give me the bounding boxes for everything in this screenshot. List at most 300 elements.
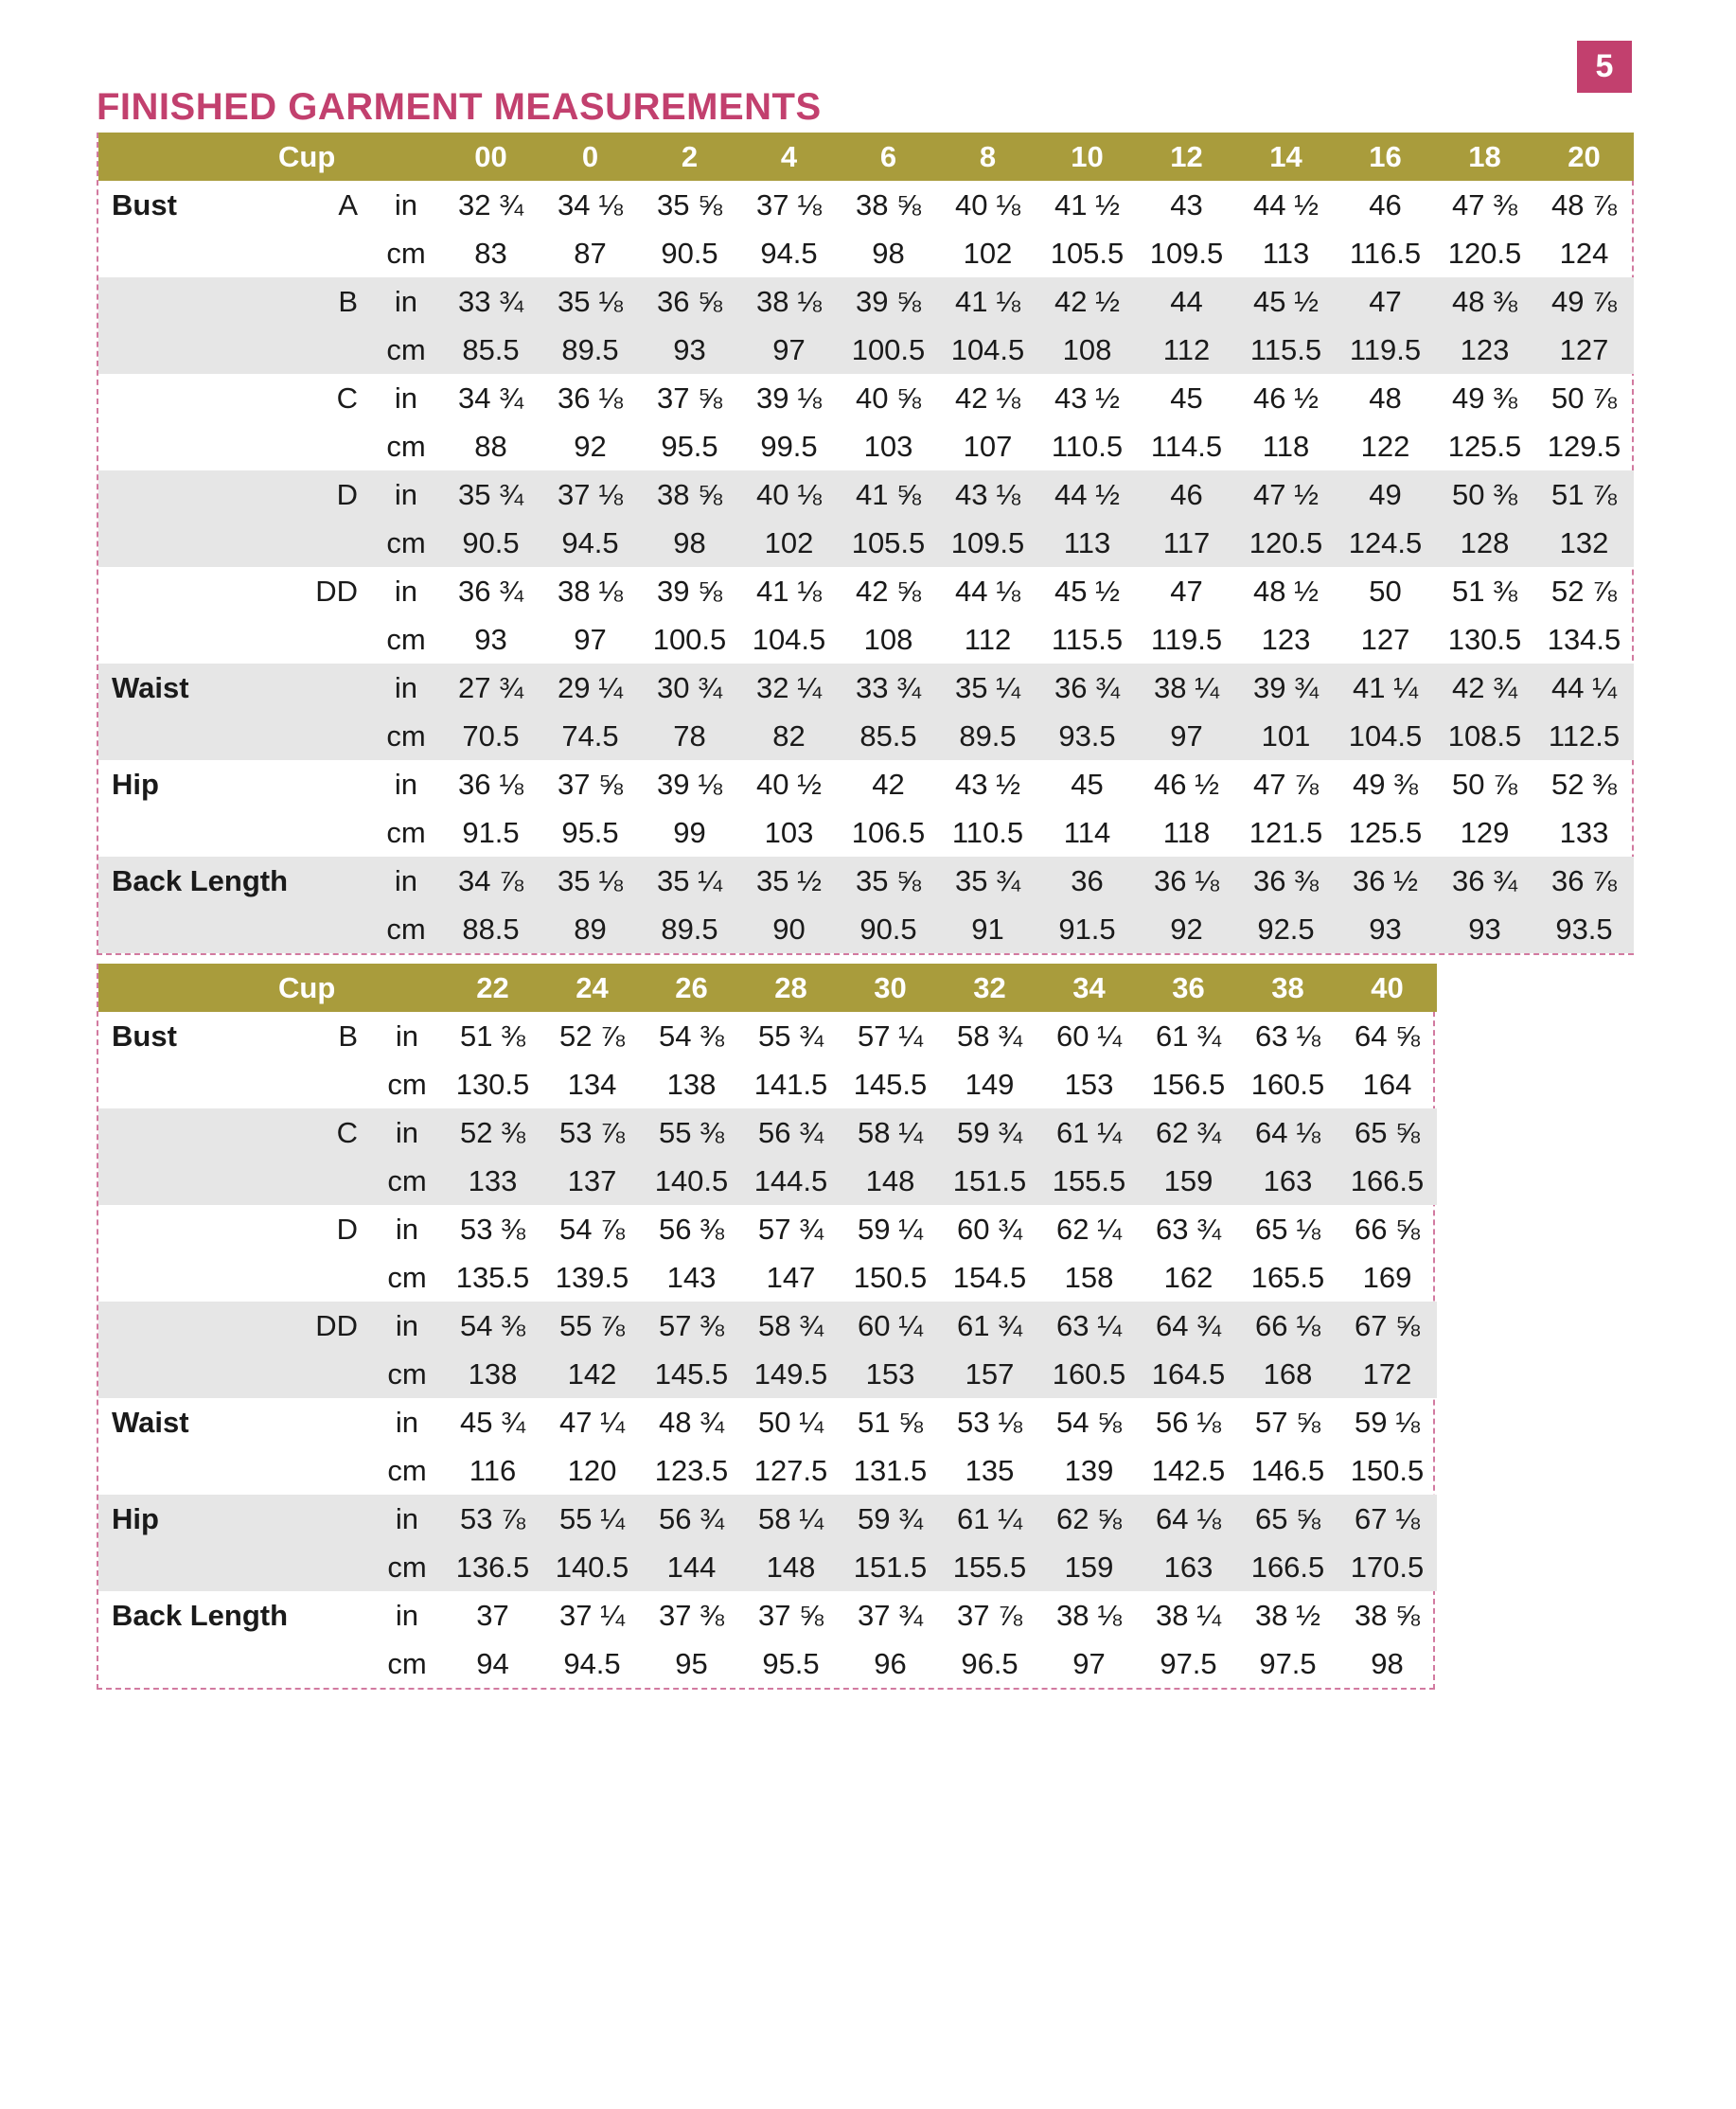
measurement-value: 36 ⅛ [1137,857,1236,905]
measurement-value: 104.5 [752,622,826,656]
measurement-value: 164 [1362,1067,1412,1101]
measurement-value: 38 ⅝ [1355,1598,1420,1632]
measurement-value: 127 [1534,326,1634,374]
measurement-value: 37 ¼ [559,1598,625,1632]
cup-size: B [278,277,371,326]
measurement-value: 36 ⅛ [558,381,623,415]
table-row [98,181,1634,229]
measurement-label [98,1639,278,1688]
measurement-value: 37 ⅝ [657,381,722,415]
measurement-value: 159 [1139,1157,1238,1205]
measurement-value: 56 ⅛ [1156,1405,1221,1439]
measurement-value: 38 ⅛ [739,277,839,326]
measurement-value: 112.5 [1534,712,1634,760]
measurement-value: 162 [1163,1260,1213,1294]
measurement-value: 95.5 [661,429,718,463]
table-row [98,615,1634,664]
table-row [98,1302,1437,1350]
measurement-value: 89.5 [640,905,739,953]
measurement-value: 89.5 [540,326,640,374]
measurement-value: 145.5 [853,1067,928,1101]
measurement-value: 164.5 [1139,1350,1238,1398]
measurement-value: 154.5 [952,1260,1027,1294]
measurement-value: 37 ⅜ [659,1598,724,1632]
measurement-value: 124 [1559,236,1609,270]
measurement-value: 96 [874,1646,907,1680]
measurement-value: 36 ¾ [458,574,523,608]
cup-size [278,664,371,712]
measurement-value: 43 ½ [955,767,1020,801]
measurement-value: 63 ¾ [1156,1212,1221,1246]
measurement-value: 36 ½ [1336,857,1435,905]
table-row [98,277,1634,326]
size-header: 18 [1435,133,1534,181]
measurement-value: 46 [1137,470,1236,519]
measurement-value: 140.5 [542,1543,642,1591]
measurement-value: 46 ½ [1253,381,1319,415]
measurement-value: 48 ½ [1253,574,1319,608]
size-header: 32 [940,964,1039,1012]
cup-size [278,1060,371,1108]
measurement-label [98,1350,278,1398]
table-row [98,1253,1437,1302]
table-1 [98,133,1634,953]
measurement-value: 47 [1170,574,1203,608]
table-row [98,808,1634,857]
measurement-value: 39 ⅝ [839,277,938,326]
measurement-value: 66 ⅛ [1238,1302,1337,1350]
table-row [98,905,1634,953]
measurement-value: 149.5 [741,1350,841,1398]
cup-size: D [336,1212,358,1246]
measurement-value: 39 ⅛ [756,381,822,415]
measurement-value: 97.5 [1160,1646,1217,1680]
measurement-value: 94.5 [563,1646,621,1680]
measurement-value: 40 ⅛ [739,470,839,519]
unit-label: in [371,664,441,712]
measurement-value: 122 [1360,429,1410,463]
size-header: 16 [1336,133,1435,181]
cup-size [278,1350,371,1398]
unit-label: cm [371,1543,443,1591]
measurement-label [98,229,278,277]
unit-label: in [395,1019,419,1053]
size-header: 28 [741,964,841,1012]
table-row [98,1495,1437,1543]
measurement-value: 123.5 [654,1453,729,1487]
measurement-value: 64 ⅛ [1238,1108,1337,1157]
measurement-value: 125.5 [1348,815,1423,849]
measurement-value: 147 [766,1260,816,1294]
measurement-value: 36 ⅝ [640,277,739,326]
measurement-value: 35 ¾ [441,470,540,519]
measurement-value: 110.5 [951,815,1024,849]
cup-size [278,1639,371,1688]
measurement-value: 138 [443,1350,542,1398]
measurement-value: 115.5 [1236,326,1336,374]
measurement-value: 124.5 [1336,519,1435,567]
table-row [98,1060,1437,1108]
measurement-value: 47 ½ [1236,470,1336,519]
measurement-label: Waist [98,664,278,712]
measurement-value: 87 [574,236,607,270]
cup-size [278,808,371,857]
measurement-value: 97.5 [1259,1646,1317,1680]
measurement-value: 48 [1369,381,1402,415]
table-row [98,374,1634,422]
measurement-value: 94.5 [540,519,640,567]
cup-size [278,712,371,760]
unit-label: in [394,767,418,801]
table-row [98,229,1634,277]
measurement-label [98,1446,278,1495]
measurement-value: 90.5 [839,905,938,953]
measurement-value: 41 ⅝ [839,470,938,519]
measurement-value: 42 ⅛ [955,381,1020,415]
measurement-value: 36 ⅞ [1534,857,1634,905]
measurement-value: 46 ½ [1154,767,1219,801]
measurement-value: 133 [1559,815,1609,849]
measurement-value: 38 ¼ [1156,1598,1221,1632]
measurement-value: 166.5 [1337,1157,1437,1205]
measurement-value: 120.5 [1236,519,1336,567]
measurement-value: 93 [474,622,507,656]
size-header: 00 [441,133,540,181]
table-row [98,712,1634,760]
measurement-value: 44 ¼ [1534,664,1634,712]
measurement-value: 35 ⅛ [540,857,640,905]
cup-size [278,615,371,664]
measurement-value: 93.5 [1037,712,1137,760]
measurement-value: 58 ¼ [841,1108,940,1157]
measurement-value: 36 ¾ [1037,664,1137,712]
measurement-value: 108 [1037,326,1137,374]
measurement-value: 41 ⅛ [756,574,822,608]
measurement-value: 52 ⅞ [559,1019,625,1053]
measurement-value: 112 [964,622,1012,656]
measurement-value: 47 ⅜ [1452,187,1517,222]
measurement-value: 116.5 [1349,236,1422,270]
measurement-value: 132 [1534,519,1634,567]
measurement-value: 35 ¼ [938,664,1037,712]
measurement-label: Hip [98,1495,278,1543]
measurement-value: 51 ⅜ [460,1019,525,1053]
measurement-value: 63 ¼ [1039,1302,1139,1350]
measurement-value: 128 [1435,519,1534,567]
table-row [98,1012,1437,1060]
measurement-label [98,1543,278,1591]
measurement-label [98,374,278,422]
measurement-value: 57 ⅝ [1255,1405,1320,1439]
measurement-value: 91.5 [1037,905,1137,953]
unit-label: cm [371,1157,443,1205]
measurement-label: Bust [112,1019,177,1053]
measurement-value: 145.5 [642,1350,741,1398]
measurement-value: 48 ⅜ [1435,277,1534,326]
unit-label: in [371,1302,443,1350]
measurement-value: 93 [640,326,739,374]
measurement-value: 136.5 [443,1543,542,1591]
measurement-value: 59 ¾ [940,1108,1039,1157]
cup-size: C [336,381,358,415]
measurement-value: 42 ⅝ [856,574,921,608]
measurement-value: 42 [872,767,905,801]
unit-label: cm [387,1453,427,1487]
measurement-value: 35 ⅛ [540,277,640,326]
measurement-value: 67 ⅝ [1337,1302,1437,1350]
measurement-value: 37 ⅞ [957,1598,1022,1632]
measurement-value: 45 ½ [1236,277,1336,326]
measurement-value: 47 ¼ [559,1405,625,1439]
measurement-value: 91.5 [462,815,520,849]
measurement-label [98,1060,278,1108]
measurement-value: 54 ⅞ [559,1212,625,1246]
measurement-value: 35 ¼ [640,857,739,905]
measurement-value: 168 [1238,1350,1337,1398]
measurement-value: 67 ⅛ [1337,1495,1437,1543]
measurement-value: 49 ⅞ [1534,277,1634,326]
measurement-value: 91 [938,905,1037,953]
cup-size [278,326,371,374]
cup-size [278,760,371,808]
measurement-value: 38 ½ [1255,1598,1320,1632]
size-header: 20 [1534,133,1634,181]
measurement-value: 163 [1139,1543,1238,1591]
measurement-value: 160.5 [1250,1067,1325,1101]
measurement-value: 170.5 [1337,1543,1437,1591]
measurement-value: 85.5 [839,712,938,760]
measurement-value: 90.5 [441,519,540,567]
size-header: 6 [839,133,938,181]
measurement-value: 105.5 [839,519,938,567]
measurement-value: 27 ¾ [441,664,540,712]
measurement-value: 56 ⅜ [659,1212,724,1246]
size-header: 2 [640,133,739,181]
measurement-value: 38 ¼ [1137,664,1236,712]
measurement-value: 88.5 [441,905,540,953]
measurement-value: 97 [574,622,607,656]
measurement-value: 37 ⅛ [540,470,640,519]
measurement-value: 155.5 [1039,1157,1139,1205]
measurement-value: 105.5 [1050,236,1125,270]
measurement-value: 139.5 [555,1260,629,1294]
table-row [98,470,1634,519]
measurement-value: 85.5 [441,326,540,374]
measurement-value: 34 ⅞ [441,857,540,905]
measurement-value: 32 ¾ [458,187,523,222]
measurement-value: 38 ⅝ [856,187,921,222]
measurement-value: 150.5 [853,1260,928,1294]
measurement-value: 144 [642,1543,741,1591]
measurement-value: 43 [1170,187,1203,222]
measurement-value: 62 ⅝ [1039,1495,1139,1543]
measurement-value: 99 [673,815,706,849]
unit-label: in [395,1212,419,1246]
measurement-value: 47 [1336,277,1435,326]
measurement-value: 63 ⅛ [1255,1019,1320,1053]
measurement-value: 57 ⅜ [642,1302,741,1350]
measurement-label [98,1205,278,1253]
table-row [98,326,1634,374]
measurement-value: 106.5 [851,815,926,849]
measurement-value: 55 ¼ [542,1495,642,1543]
measurement-value: 92.5 [1236,905,1336,953]
measurement-value: 37 ⅝ [558,767,623,801]
measurement-value: 44 [1137,277,1236,326]
measurement-value: 36 [1037,857,1137,905]
table-header-row [98,964,1437,1012]
measurement-value: 135 [965,1453,1015,1487]
measurement-value: 150.5 [1350,1453,1425,1487]
measurement-value: 48 ¾ [659,1405,724,1439]
table-row [98,1446,1437,1495]
measurement-value: 102 [739,519,839,567]
measurement-value: 98 [872,236,905,270]
measurements-table-sizes-00-20 [97,133,1634,955]
cup-header: Cup [278,133,371,181]
measurement-value: 57 ¾ [758,1212,824,1246]
size-header: 40 [1337,964,1437,1012]
measurement-value: 49 [1336,470,1435,519]
measurement-value: 159 [1039,1543,1139,1591]
measurement-value: 35 ½ [739,857,839,905]
measurement-value: 129 [1460,815,1510,849]
unit-label: in [371,277,441,326]
measurement-value: 139 [1064,1453,1114,1487]
measurement-value: 60 ¼ [841,1302,940,1350]
measurement-value: 42 ½ [1037,277,1137,326]
measurement-value: 144.5 [741,1157,841,1205]
measurement-value: 120.5 [1447,236,1522,270]
measurement-value: 37 ⅝ [758,1598,824,1632]
measurement-label [98,905,278,953]
measurement-value: 98 [1371,1646,1404,1680]
measurement-value: 160.5 [1039,1350,1139,1398]
measurement-value: 130.5 [1447,622,1522,656]
measurement-value: 114 [1063,815,1111,849]
measurement-value: 89 [540,905,640,953]
unit-label: cm [387,1646,427,1680]
measurement-value: 41 ½ [1054,187,1120,222]
measurement-value: 38 ⅛ [1056,1598,1122,1632]
measurement-value: 59 ¼ [858,1212,923,1246]
measurement-value: 30 ¾ [640,664,739,712]
size-header: 22 [443,964,542,1012]
cup-size [278,1495,371,1543]
measurement-value: 138 [666,1067,717,1101]
size-header: 26 [642,964,741,1012]
measurement-value: 108 [863,622,913,656]
cup-size [278,1157,371,1205]
measurement-value: 59 ⅛ [1355,1405,1420,1439]
cup-size [278,1591,371,1639]
size-header: 14 [1236,133,1336,181]
measurement-value: 53 ⅛ [957,1405,1022,1439]
cup-size [278,1543,371,1591]
measurement-value: 104.5 [938,326,1037,374]
measurement-value: 130.5 [455,1067,530,1101]
measurement-value: 104.5 [1336,712,1435,760]
measurement-value: 94.5 [760,236,818,270]
size-header: 12 [1137,133,1236,181]
unit-label: cm [386,622,426,656]
measurement-value: 36 ⅛ [458,767,523,801]
measurement-value: 53 ⅜ [460,1212,525,1246]
unit-label: cm [386,815,426,849]
measurement-value: 50 ⅞ [1452,767,1517,801]
measurement-label [98,1108,278,1157]
page-number-badge [1577,41,1632,93]
cup-size [278,1253,371,1302]
measurement-value: 74.5 [540,712,640,760]
measurement-value: 115.5 [1051,622,1124,656]
measurement-value: 61 ¼ [1039,1108,1139,1157]
unit-label: cm [386,429,426,463]
measurement-value: 97 [1137,712,1236,760]
measurement-value: 100.5 [652,622,727,656]
measurement-value: 59 ¾ [841,1495,940,1543]
unit-label: cm [386,236,426,270]
measurement-label [98,470,278,519]
measurement-value: 52 ⅜ [1551,767,1617,801]
measurement-value: 172 [1337,1350,1437,1398]
measurement-value: 50 [1369,574,1402,608]
cup-size [278,905,371,953]
measurement-value: 64 ⅝ [1355,1019,1420,1053]
measurement-value: 95 [675,1646,708,1680]
size-header: 10 [1037,133,1137,181]
measurement-value: 116 [469,1453,517,1487]
unit-label: cm [387,1260,427,1294]
measurement-value: 101 [1236,712,1336,760]
measurement-value: 103 [863,429,913,463]
measurement-value: 118 [1162,815,1211,849]
cup-size [278,857,371,905]
measurement-value: 44 ⅛ [955,574,1020,608]
unit-label: cm [371,519,441,567]
measurement-value: 94 [476,1646,509,1680]
measurement-value: 151.5 [940,1157,1039,1205]
page-number: 5 [1595,48,1614,84]
measurement-value: 62 ¾ [1139,1108,1238,1157]
unit-label: cm [371,1350,443,1398]
measurement-value: 103 [764,815,814,849]
measurement-value: 45 [1170,381,1203,415]
cup-size: A [338,187,358,222]
measurement-value: 53 ⅞ [542,1108,642,1157]
measurement-value: 113 [1037,519,1137,567]
measurement-value: 49 ⅜ [1452,381,1517,415]
measurement-label [98,712,278,760]
measurement-value: 50 ¼ [758,1405,824,1439]
measurement-label [98,519,278,567]
measurement-value: 40 ½ [756,767,822,801]
measurement-value: 157 [940,1350,1039,1398]
measurement-value: 37 ⅛ [756,187,822,222]
size-header: 0 [540,133,640,181]
measurement-value: 47 ⅞ [1253,767,1319,801]
size-header: 8 [938,133,1037,181]
measurement-value: 78 [640,712,739,760]
size-header: 34 [1039,964,1139,1012]
table-row [98,1398,1437,1446]
measurement-value: 54 ⅜ [443,1302,542,1350]
measurement-value: 83 [474,236,507,270]
measurement-label [98,1157,278,1205]
measurement-value: 137 [542,1157,642,1205]
measurement-value: 54 ⅝ [1056,1405,1122,1439]
measurement-label: Bust [112,187,177,222]
